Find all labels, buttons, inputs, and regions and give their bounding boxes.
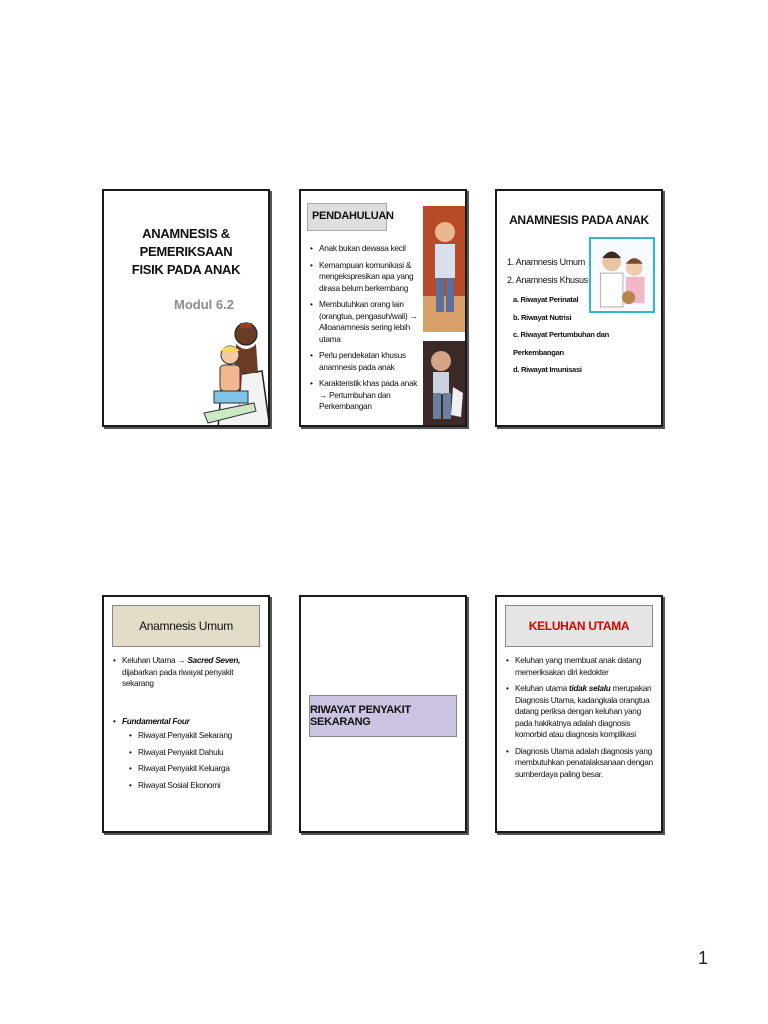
list-item: • Kemampuan komunikasi & mengekspresikan apa yang dirasa belum berkembang [309, 260, 427, 295]
list-item: d. Riwayat Imunisasi [513, 365, 582, 374]
child-patient-illustration [200, 341, 260, 426]
page-number: 1 [698, 948, 709, 968]
list-item: 2. Anamnesis Khusus [507, 275, 588, 285]
list-item: • Riwayat Penyakit Dahulu [128, 747, 262, 759]
list-item: • Fundamental Four • Riwayat Penyakit Sekarang • Riwayat Penyakit Dahulu • Riwayat Penyakit Keluarga • Riwayat Sosial Ekonomi [112, 716, 262, 792]
list-item: • Keluhan yang membuat anak datang memeriksakan diri kedokter [505, 655, 655, 678]
toddler-photo [423, 206, 467, 332]
list-item: • Anak bukan dewasa kecil [309, 243, 427, 255]
slide-6 [495, 595, 663, 833]
list-item: 1. Anamnesis Umum [507, 257, 585, 267]
slide-title: PENDAHULUAN [307, 203, 387, 231]
slide-title: ANAMNESIS & PEMERIKSAAN FISIK PADA ANAK [131, 226, 241, 277]
slide-4 [102, 595, 270, 833]
list-item: • Riwayat Penyakit Keluarga [128, 763, 262, 775]
list-item: b. Riwayat Nutrisi [513, 312, 572, 322]
baby-photo [423, 341, 467, 425]
list-item: • Riwayat Sosial Ekonomi [128, 780, 262, 792]
slide-title: ANAMNESIS PADA ANAK [509, 213, 649, 227]
module-label: Modul 6.2 [174, 297, 234, 312]
list-item: • Perlu pendekatan khusus anamnesis pada anak [309, 350, 427, 373]
numbered-list [507, 253, 588, 289]
slide-title: KELUHAN UTAMA [505, 605, 653, 647]
list-item: a. Riwayat Perinatal [513, 295, 579, 304]
bullet-list [309, 243, 427, 418]
list-item: • Karakteristik khas pada anak → Pertumbuhan dan Perkembangan [309, 378, 427, 413]
slide-title: Anamnesis Umum [112, 605, 260, 647]
slide-2 [299, 189, 467, 427]
slide-1 [102, 189, 270, 427]
slide-3 [495, 189, 663, 427]
list-item: • Diagnosis Utama adalah diagnosis yang membutuhkan penatalaksanaan dengan sumberdaya paling besar. [505, 746, 655, 781]
list-item: c. Riwayat Pertumbuhan dan Perkembangan [513, 330, 610, 357]
slide-title: RIWAYAT PENYAKIT SEKARANG [309, 695, 457, 737]
sub-list [128, 730, 262, 791]
bullet-list [112, 655, 262, 796]
bullet-list [505, 655, 655, 785]
slide-5 [299, 595, 467, 833]
list-item: • Membutuhkan orang lain (orangtua, pengasuh/wali) → Alloanamnesis sering lebih utama [309, 299, 427, 345]
list-item: • Keluhan Utama → Sacred Seven, dijabarkan pada riwayat penyakit sekarang [112, 655, 262, 690]
list-item: • Riwayat Penyakit Sekarang [128, 730, 262, 742]
doctor-girl-photo [589, 237, 655, 313]
list-item: • Keluhan utama tidak selalu merupakan Diagnosis Utama, kadangkala orangtua datang periksa dengan keluhan yang pada hakikatnya adalah diagnosis komorbid atau diagnosis komplikasi [505, 683, 655, 741]
